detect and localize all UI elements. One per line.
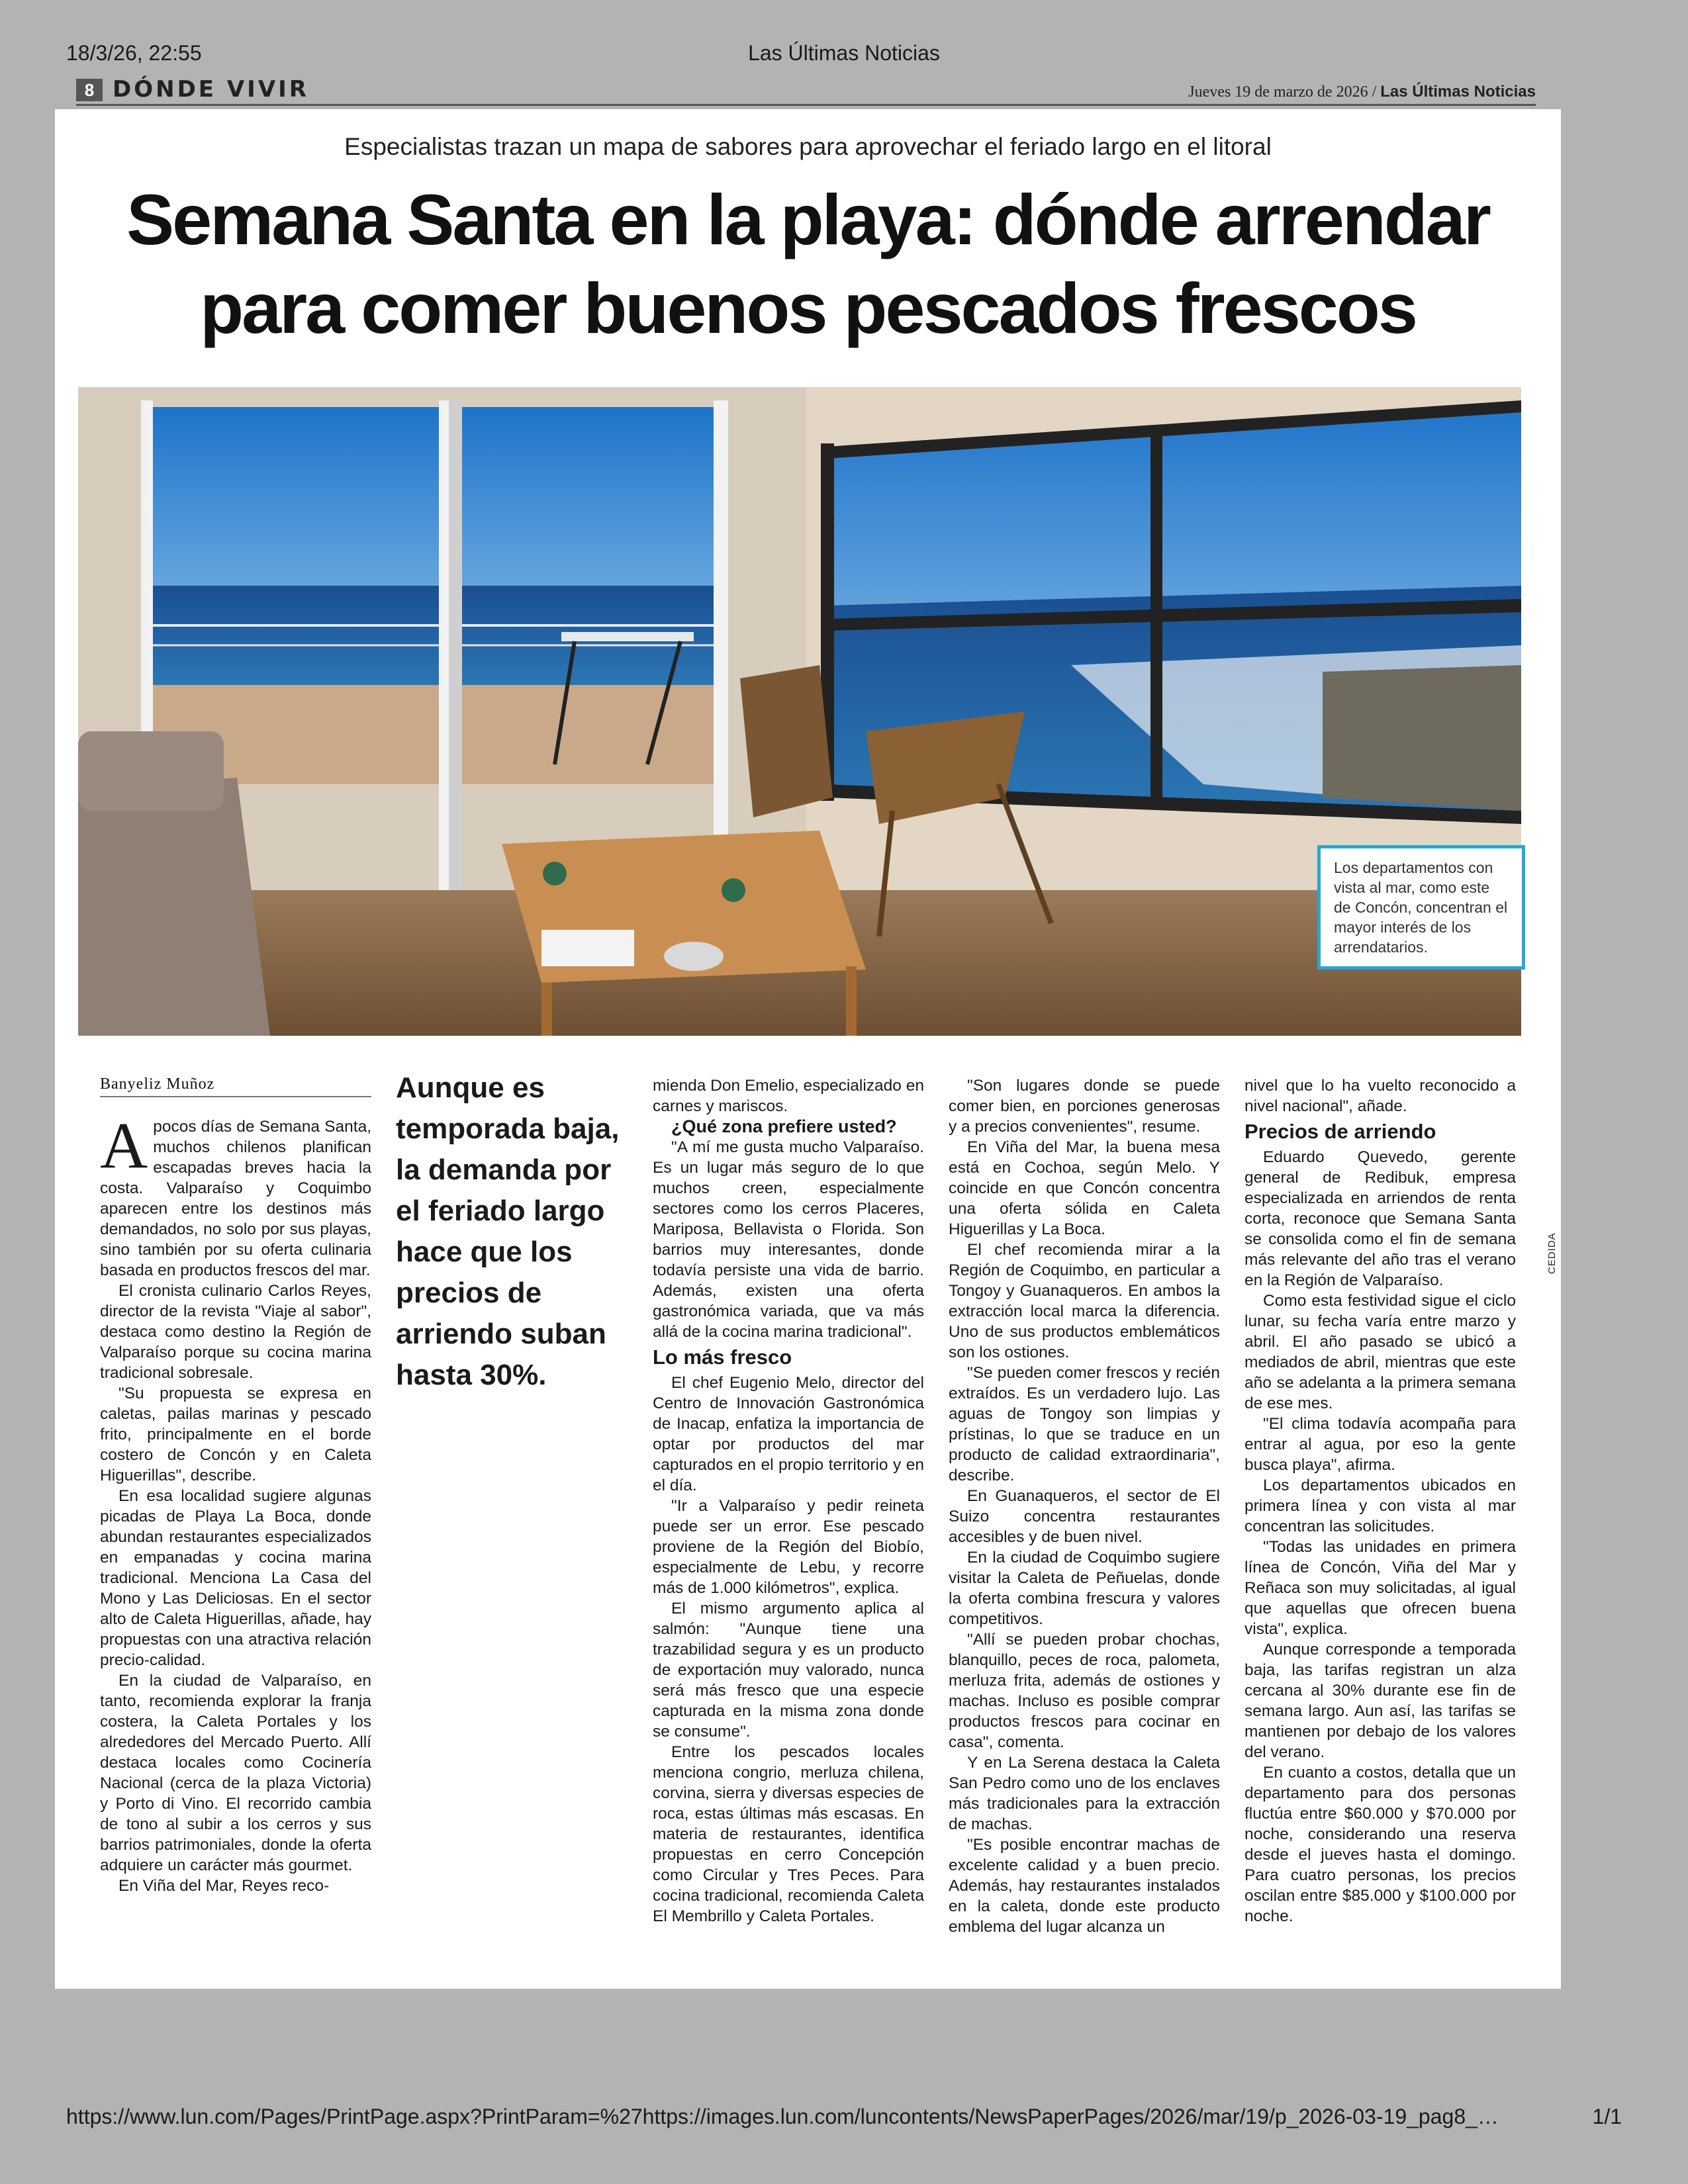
- article-kicker: Especialistas trazan un mapa de sabores para aprovechar el feriado largo en el litoral: [344, 133, 1272, 160]
- print-footer: [66, 2105, 1622, 2131]
- article-column-4: [949, 1075, 1220, 1937]
- interview-question: ¿Qué zona prefiere usted?: [671, 1116, 897, 1136]
- print-header: [66, 41, 1622, 68]
- paragraph: Y en La Serena destaca la Caleta San Pedro como uno de los enclaves más tradicionales para la extracción de machas.: [949, 1754, 1220, 1833]
- pull-quote: Aunque es temporada baja, la demanda por el feriado largo hace que los precios de arriendo suban hasta 30%.: [396, 1071, 620, 1391]
- article-headline: [55, 175, 1561, 353]
- print-url: https://www.lun.com/Pages/PrintPage.aspx?PrintParam=%27https://images.lun.com/luncontents/NewsPaperPages/2026/mar/19/p_2026-03-19_pag8_…: [66, 2105, 1499, 2128]
- paragraph: Entre los pescados locales menciona congrio, merluza chilena, corvina, sierra y diversas especies de roca, estas últimas más escasas. En materia de restaurantes, identifica propuestas en cerro Concepción como Circular y Tres Peces. Para cocina tradicional, recomienda Caleta El Membrillo y Caleta Portales.: [653, 1743, 924, 1925]
- subheading: Precios de arriendo: [1244, 1120, 1436, 1143]
- headline-line-2: para comer buenos pescados frescos: [200, 268, 1416, 348]
- print-site-title: Las Últimas Noticias: [748, 41, 940, 65]
- paragraph: "Allí se pueden probar chochas, blanquillo, peces de roca, palometa, merluza frita, además de ostiones y machas. Incluso es posible comprar productos frescos para cocinar en casa", comenta.: [949, 1631, 1220, 1751]
- paragraph: El cronista culinario Carlos Reyes, director de la revista "Viaje al sabor", destaca como destino la Región de Valparaíso porque su cocina marina tradicional sobresale.: [100, 1282, 371, 1382]
- masthead-separator: /: [1372, 83, 1377, 101]
- paragraph: "Son lugares donde se puede comer bien, en porciones generosas y a precios convenientes", resume.: [949, 1077, 1220, 1136]
- paragraph: "El clima todavía acompaña para entrar al agua, por eso la gente busca playa", afirma.: [1244, 1415, 1516, 1474]
- paragraph: En la ciudad de Coquimbo sugiere visitar la Caleta de Peñuelas, donde la oferta combina frescura y valores competitivos.: [949, 1549, 1220, 1628]
- paragraph: "Todas las unidades en primera línea de Concón, Viña del Mar y Reñaca son muy solicitadas, al igual que aquellas que ofrecen buena vista", explica.: [1244, 1538, 1516, 1638]
- print-page-count: 1/1: [1592, 2105, 1622, 2128]
- paragraph: El mismo argumento aplica al salmón: "Aunque tiene una trazabilidad segura y es un producto de exportación muy valorado, nunca será más fresco que una especie capturada en la misma zona donde se consume".: [653, 1600, 924, 1741]
- paragraph: En la ciudad de Valparaíso, en tanto, recomienda explorar la franja costera, la Caleta Portales y los alrededores del Mercado Puerto. Allí destaca locales como Cocinería Nacional (cerca de la plaza Victoria) y Porto di Vino. El recorrido cambia de tono al subir a los cerros y sus barrios patrimoniales, donde la oferta adquiere un carácter más gourmet.: [100, 1672, 371, 1874]
- paragraph: Los departamentos ubicados en primera línea y con vista al mar concentran las solicitudes.: [1244, 1477, 1516, 1535]
- subheading: Lo más fresco: [653, 1345, 792, 1369]
- paragraph: "Su propuesta se expresa en caletas, pailas marinas y pescado frito, principalmente en el borde costero de Concón y en Caleta Higuerillas", describe.: [100, 1385, 371, 1484]
- paragraph: El chef recomienda mirar a la Región de Coquimbo, en particular a Tongoy y Guanaqueros. En ambos la extracción local marca la diferencia. Uno de sus productos emblemáticos son los ostiones.: [949, 1241, 1220, 1361]
- newspaper-page: [55, 109, 1561, 1989]
- section-title: DÓNDE VIVIR: [113, 76, 309, 103]
- paragraph: En Guanaqueros, el sector de El Suizo concentra restaurantes accesibles y de buen nivel.: [949, 1487, 1220, 1546]
- print-timestamp: 18/3/26, 22:55: [66, 41, 202, 65]
- paragraph: Como esta festividad sigue el ciclo lunar, su fecha varía entre marzo y abril. El año pasado se ubicó a mediados de abril, mientras que este año se adelanta a la primera semana de ese mes.: [1244, 1292, 1516, 1412]
- byline: Banyeliz Muñoz: [100, 1075, 371, 1097]
- paragraph: En Viña del Mar, la buena mesa está en Cochoa, según Melo. Y coincide en que Concón concentra una oferta sólida en Caleta Higuerillas y La Boca.: [949, 1138, 1220, 1238]
- masthead-date: Jueves 19 de marzo de 2026: [1188, 83, 1368, 101]
- paragraph: "Se pueden comer frescos y recién extraídos. Es un verdadero lujo. Las aguas de Tongoy son limpias y prístinas, lo que se traduce en un producto de calidad extraordinaria", describe.: [949, 1364, 1220, 1484]
- paragraph: Aunque corresponde a temporada baja, las tarifas registran un alza cercana al 30% durante ese fin de semana largo. Aun así, las tarifas se mantienen por debajo de los valores del verano.: [1244, 1641, 1516, 1761]
- newspaper-masthead: [76, 76, 1536, 106]
- paragraph: Eduardo Quevedo, gerente general de Redibuk, empresa especializada en arriendos de renta corta, reconoce que Semana Santa se consolida como el fin de semana más relevante del año tras el verano en la Región de Valparaíso.: [1244, 1148, 1516, 1289]
- headline-line-1: Semana Santa en la playa: dónde arrendar: [126, 179, 1489, 259]
- page-number: 8: [76, 79, 103, 101]
- paragraph: mienda Don Emelio, especializado en carnes y mariscos.: [653, 1077, 924, 1115]
- paragraph: nivel que lo ha vuelto reconocido a nivel nacional", añade.: [1244, 1077, 1516, 1115]
- paragraph: En cuanto a costos, detalla que un departamento para dos personas fluctúa entre $60.000 y $70.000 por noche, considerando una reserva desde el jueves hasta el domingo. Para cuatro personas, los precios oscilan entre $85.000 y $100.000 por noche.: [1244, 1764, 1516, 1925]
- paragraph: pocos días de Semana Santa, muchos chilenos planifican escapadas breves hacia la costa. Valparaíso y Coquimbo aparecen entre los destinos más demandados, no solo por sus playas, sino también por su oferta culinaria basada en productos frescos del mar.: [100, 1118, 371, 1279]
- masthead-dateline: [1188, 83, 1536, 101]
- paragraph: El chef Eugenio Melo, director del Centro de Innovación Gastronómica de Inacap, enfatiza la importancia de optar por productos del mar capturados en el propio territorio y en el día.: [653, 1374, 924, 1494]
- photo-credit: CEDIDA: [1546, 1232, 1558, 1274]
- masthead-paper: Las Últimas Noticias: [1380, 83, 1536, 101]
- photo-caption: Los departamentos con vista al mar, como este de Concón, concentran el mayor interés de los arrendatarios.: [1317, 845, 1525, 970]
- paragraph: En esa localidad sugiere algunas picadas de Playa La Boca, donde abundan restaurantes especializados en empanadas y cocina marina tradicional. Menciona La Casa del Mono y Las Deliciosas. En el sector alto de Caleta Higuerillas, añade, hay propuestas con una atractiva relación precio-calidad.: [100, 1487, 371, 1669]
- article-column-5: [1244, 1075, 1516, 1927]
- article-column-1: [100, 1109, 371, 1896]
- apartment-sea-view-illustration: [78, 387, 1521, 1036]
- paragraph: "A mí me gusta mucho Valparaíso. Es un lugar más seguro de lo que muchos creen, especialmente sectores como los cerros Placeres, Mariposa, Bellavista o Florida. Son barrios muy interesantes, donde todavía persiste una vida de barrio. Además, existen una oferta gastronómica variada, que va más allá de la cocina marina tradicional".: [653, 1138, 924, 1341]
- paragraph: En Viña del Mar, Reyes reco-: [118, 1877, 330, 1895]
- article-column-3: [653, 1075, 924, 1927]
- drop-cap: A: [100, 1109, 148, 1182]
- paragraph: "Ir a Valparaíso y pedir reineta puede ser un error. Ese pescado proviene de la Región del Biobío, especialmente de Lebu, y recorre más de 1.000 kilómetros", explica.: [653, 1497, 924, 1597]
- paragraph: "Es posible encontrar machas de excelente calidad y a buen precio. Además, hay restaurantes instalados en la caleta, donde este producto emblema del lugar alcanza un: [949, 1836, 1220, 1936]
